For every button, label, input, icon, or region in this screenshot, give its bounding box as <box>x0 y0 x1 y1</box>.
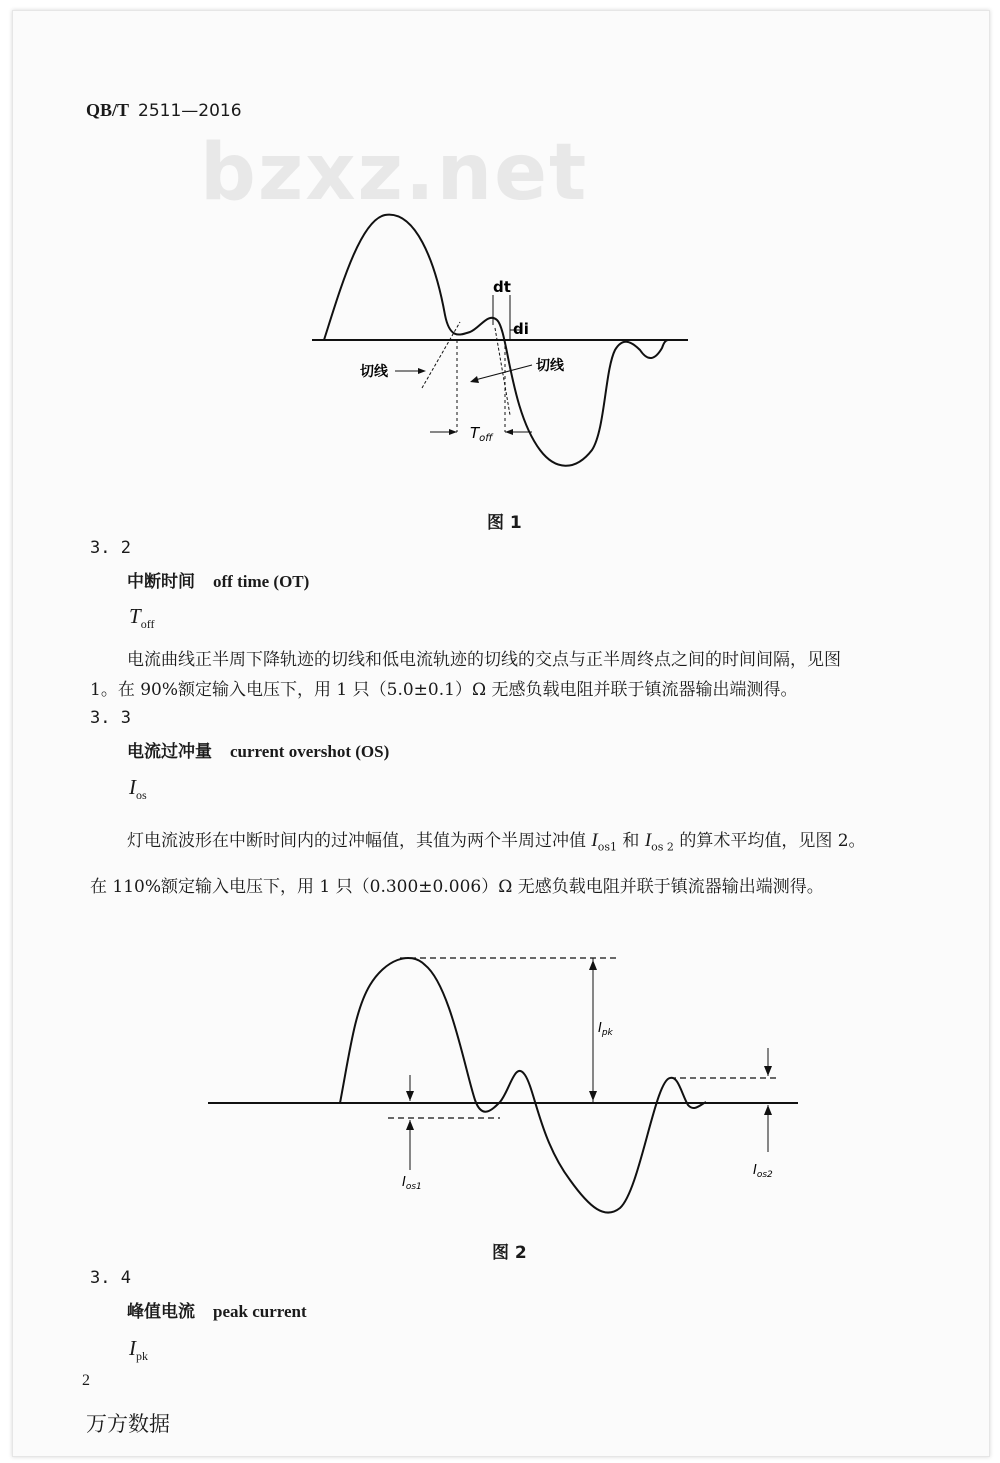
fig1-label-tangent-right: 切线 <box>536 358 564 374</box>
fig1-tangent-left <box>422 322 460 388</box>
symbol-ipk: $I_{pk}$ <box>129 1336 148 1364</box>
fig1-label-dt: dt <box>493 278 511 296</box>
fig1-label-toff: $T_{off}$ <box>470 424 493 444</box>
fig2-label-ipk: $I_{pk}$ <box>598 1021 613 1038</box>
fig2-waveform <box>340 958 706 1213</box>
symbol-ios: $I_{os}$ <box>129 775 147 803</box>
figure-2-caption: 图 2 <box>492 1243 527 1263</box>
figure-1 <box>300 200 700 490</box>
term-peak-current: 峰值电流 peak current <box>127 1302 307 1322</box>
page-number: 2 <box>82 1372 90 1389</box>
figure-2 <box>200 940 810 1225</box>
paragraph-3-3-line2: 在 110%额定输入电压下，用 1 只（0.300±0.006）Ω 无感负载电阻并联于镇流器输出端测得。 <box>90 877 824 897</box>
term-off-time: 中断时间 off time (OT) <box>127 572 310 592</box>
fig2-label-ios2: $I_{os2}$ <box>753 1163 773 1180</box>
paragraph-3-3-line1: 灯电流波形在中断时间内的过冲幅值，其值为两个半周过冲值 $I_{os1}$ 和 $I_{os 2}$ 的算术平均值，见图 2。 <box>127 830 866 854</box>
symbol-toff: $T_{off}$ <box>129 604 155 632</box>
footer-source: 万方数据 <box>86 1412 170 1436</box>
figure-1-caption: 图 1 <box>487 513 522 533</box>
fig2-label-ios1: $I_{os1}$ <box>402 1175 422 1192</box>
standard-code: QB/T 2511—2016 <box>86 100 242 121</box>
watermark: bzxz.net <box>200 128 589 218</box>
term-current-overshot: 电流过冲量 current overshot (OS) <box>127 742 390 762</box>
paragraph-3-2-line1: 电流曲线正半周下降轨迹的切线和低电流轨迹的切线的交点与正半周终点之间的时间间隔，见图 <box>127 650 841 670</box>
paragraph-3-2-line2: 1。在 90%额定输入电压下，用 1 只（5.0±0.1）Ω 无感负载电阻并联于镇流器输出端测得。 <box>90 680 798 700</box>
fig1-label-tangent-left: 切线 <box>360 364 388 380</box>
section-number-3-2: 3. 2 <box>90 538 131 558</box>
section-number-3-4: 3. 4 <box>90 1268 131 1288</box>
section-number-3-3: 3. 3 <box>90 708 131 728</box>
fig1-label-di: di <box>513 320 529 338</box>
